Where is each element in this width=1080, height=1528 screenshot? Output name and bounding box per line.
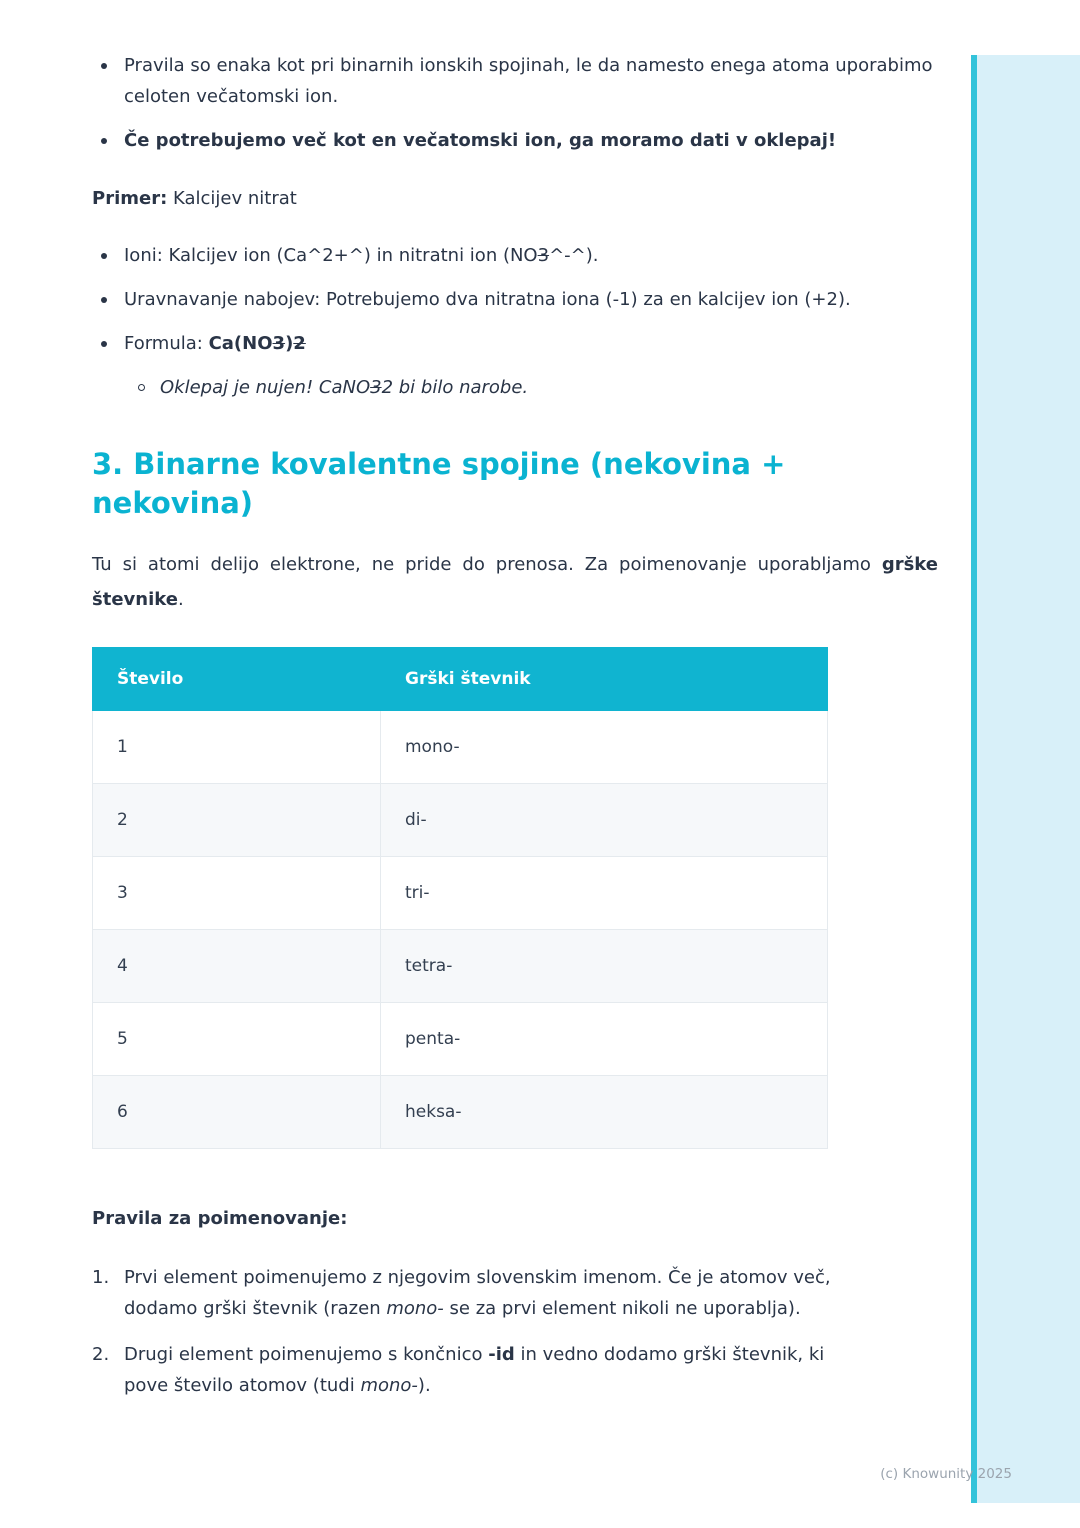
numbered-item-text: Prvi element poimenujemo z njegovim slovenskim imenom. Če je atomov več, dodamo grški števnik (razen mono- se za prvi element nikoli ne uporablja). bbox=[124, 1267, 831, 1319]
table-body bbox=[93, 711, 828, 1149]
table-row bbox=[93, 711, 828, 784]
table-row bbox=[93, 1076, 828, 1149]
numbered-item-text: Drugi element poimenujemo s končnico -id in vedno dodamo grški števnik, ki pove število atomov (tudi mono-). bbox=[124, 1344, 825, 1396]
example-sub-bullet-list bbox=[128, 372, 938, 403]
section-heading: 3. Binarne kovalentne spojine (nekovina + nekovina) bbox=[92, 447, 786, 520]
table-cell-prefix: penta- bbox=[381, 1003, 828, 1076]
table-header-cell-number: Število bbox=[93, 648, 381, 711]
emphasized-term: grške števnike bbox=[92, 554, 938, 610]
table-cell-number: 2 bbox=[93, 784, 381, 857]
table-cell-number: 6 bbox=[93, 1076, 381, 1149]
sub-list-item-text: Oklepaj je nujen! CaNO32 bi bilo narobe. bbox=[160, 377, 529, 398]
copyright-text: (c) Knowunity 2025 bbox=[880, 1466, 1012, 1482]
list-item bbox=[92, 125, 938, 156]
table-cell-prefix: heksa- bbox=[381, 1076, 828, 1149]
content-area bbox=[92, 50, 938, 1416]
intro-bullet-list bbox=[92, 50, 938, 156]
list-item-text: Ioni: Kalcijev ion (Ca^2+^) in nitratni ion (NO3^-^). bbox=[124, 245, 599, 266]
strikethrough-digit: 2 bbox=[293, 333, 306, 354]
table-cell-prefix: di- bbox=[381, 784, 828, 857]
table-cell-number: 4 bbox=[93, 930, 381, 1003]
list-item bbox=[92, 240, 938, 271]
greek-numerals-table bbox=[92, 647, 828, 1149]
list-item-text: Če potrebujemo več kot en večatomski ion, ga moramo dati v oklepaj! bbox=[124, 130, 837, 151]
example-intro-line bbox=[92, 183, 938, 214]
table-cell-number: 1 bbox=[93, 711, 381, 784]
list-item bbox=[92, 50, 938, 112]
side-strip bbox=[977, 55, 1080, 1503]
section-paragraph: Tu si atomi delijo elektrone, ne pride do prenosa. Za poimenovanje uporabljamo grške števnike. bbox=[92, 554, 938, 610]
formula-text: Ca(NO3)2 bbox=[208, 333, 306, 354]
list-number: 2. bbox=[92, 1344, 110, 1365]
list-item-text: Pravila so enaka kot pri binarnih ionskih spojinah, le da namesto enega atoma uporabimo celoten večatomski ion. bbox=[124, 55, 933, 107]
italic-term: mono- bbox=[360, 1375, 418, 1396]
bullet-dot bbox=[101, 297, 107, 303]
primer-text: Kalcijev nitrat bbox=[167, 188, 297, 209]
italic-term: mono- bbox=[386, 1298, 444, 1319]
strikethrough-digit: 3 bbox=[537, 245, 550, 266]
strikethrough-digit: 3 bbox=[370, 377, 382, 398]
list-item bbox=[92, 328, 938, 359]
list-number: 1. bbox=[92, 1267, 110, 1288]
bold-suffix: -id bbox=[488, 1344, 515, 1365]
bullet-dot bbox=[101, 138, 107, 144]
sub-list-item bbox=[128, 372, 938, 403]
list-item-text: Uravnavanje nabojev: Potrebujemo dva nitratna iona (-1) za en kalcijev ion (+2). bbox=[124, 289, 851, 310]
list-item bbox=[92, 284, 938, 315]
rules-title: Pravila za poimenovanje: bbox=[92, 1208, 348, 1229]
list-item-text: Formula: Ca(NO3)2 bbox=[124, 333, 306, 354]
table-header-row bbox=[93, 648, 828, 711]
table-cell-number: 3 bbox=[93, 857, 381, 930]
table-cell-prefix: tri- bbox=[381, 857, 828, 930]
numbered-list-item bbox=[92, 1339, 938, 1401]
table-header bbox=[93, 648, 828, 711]
table-row bbox=[93, 1003, 828, 1076]
example-bullet-list bbox=[92, 240, 938, 359]
table-cell-prefix: tetra- bbox=[381, 930, 828, 1003]
strikethrough-digit: 3 bbox=[272, 333, 286, 354]
table-cell-prefix: mono- bbox=[381, 711, 828, 784]
table-header-cell-prefix: Grški števnik bbox=[381, 648, 828, 711]
naming-rules-list bbox=[92, 1262, 938, 1401]
table-row bbox=[93, 930, 828, 1003]
numbered-list-item bbox=[92, 1262, 938, 1324]
primer-label: Primer: bbox=[92, 188, 168, 209]
bullet-dot bbox=[101, 63, 107, 69]
table-row bbox=[93, 784, 828, 857]
bullet-dot bbox=[101, 341, 107, 347]
table-cell-number: 5 bbox=[93, 1003, 381, 1076]
bullet-dot bbox=[101, 253, 107, 259]
open-circle-bullet bbox=[138, 384, 145, 391]
table-row bbox=[93, 857, 828, 930]
